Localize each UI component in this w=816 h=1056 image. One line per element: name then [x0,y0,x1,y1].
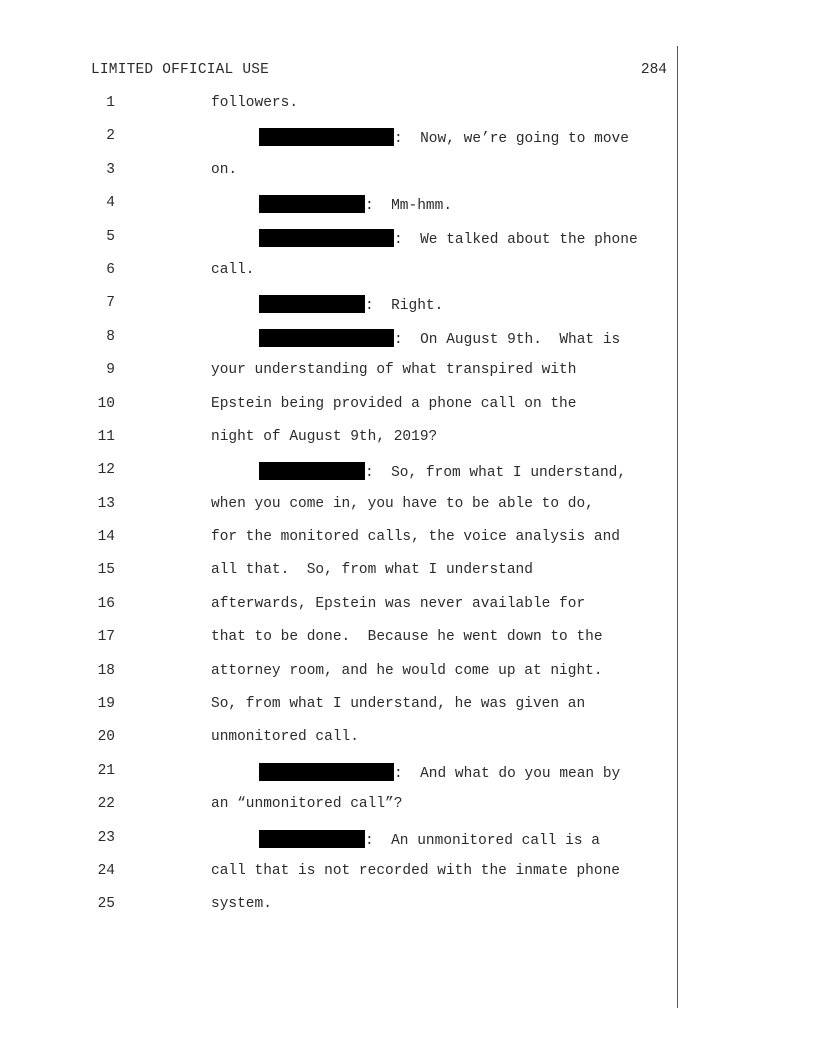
transcript-line [0,396,816,429]
redacted-speaker-name [259,128,394,146]
line-number: 22 [97,796,115,813]
line-text: attorney room, and he would come up at night. [211,662,603,679]
line-number: 11 [97,428,115,445]
line-number: 7 [106,295,115,312]
line-text: : Now, we’re going to move [394,131,629,148]
line-number: 15 [97,562,115,579]
transcript-line [0,696,816,729]
line-number: 24 [97,862,115,879]
transcript-line [0,362,816,395]
transcript-line [0,329,816,362]
transcript-line [0,462,816,495]
line-text: all that. So, from what I understand [211,562,533,579]
line-number: 23 [97,829,115,846]
line-content [259,128,629,147]
line-number: 1 [106,95,115,111]
line-text: on. [211,161,238,178]
line-text: your understanding of what transpired with [211,362,577,379]
transcript-line [0,863,816,896]
line-text: Epstein being provided a phone call on the [211,395,577,412]
line-content [259,195,452,214]
transcript-line [0,729,816,762]
line-number: 3 [106,161,115,178]
line-number: 12 [97,462,115,479]
line-number: 17 [97,629,115,646]
line-content [259,462,626,481]
line-text: followers. [211,95,299,111]
line-text: : On August 9th. What is [394,331,621,348]
redacted-speaker-name [259,195,365,213]
transcript-line [0,162,816,195]
line-number: 5 [106,228,115,245]
line-text: : Right. [365,298,444,315]
transcript-line [0,596,816,629]
transcript-line [0,95,816,128]
line-text: when you come in, you have to be able to do, [211,495,594,512]
line-number: 19 [97,696,115,713]
line-content [259,763,620,782]
line-number: 20 [97,729,115,746]
line-text: : Mm-hmm. [365,198,453,215]
line-number: 21 [97,762,115,779]
redacted-speaker-name [259,329,394,347]
transcript-line [0,195,816,228]
line-text: : So, from what I understand, [365,465,627,482]
line-text: an “unmonitored call”? [211,796,403,813]
transcript-body [0,95,816,930]
transcript-line [0,796,816,829]
line-content [259,329,620,348]
transcript-line [0,562,816,595]
line-text: system. [211,896,272,913]
transcript-line [0,295,816,328]
line-content [259,295,443,314]
line-text: call. [211,261,255,278]
line-number: 2 [106,128,115,145]
redacted-speaker-name [259,229,394,247]
transcript-line [0,629,816,662]
classification-header: LIMITED OFFICIAL USE [91,62,270,78]
redacted-speaker-name [259,462,365,480]
transcript-line [0,496,816,529]
line-content [259,229,638,248]
line-text: : We talked about the phone [394,231,638,248]
transcript-line [0,529,816,562]
line-text: that to be done. Because he went down to the [211,629,603,646]
line-number: 25 [97,896,115,913]
redacted-speaker-name [259,295,365,313]
transcript-line [0,896,816,929]
line-number: 14 [97,529,115,546]
line-number: 13 [97,495,115,512]
line-text: for the monitored calls, the voice analysis and [211,529,620,546]
line-text: So, from what I understand, he was given an [211,696,586,713]
line-text: : An unmonitored call is a [365,832,600,849]
transcript-line [0,229,816,262]
transcript-line [0,763,816,796]
line-text: call that is not recorded with the inmate phone [211,862,620,879]
line-number: 6 [106,261,115,278]
line-number: 18 [97,662,115,679]
line-text: afterwards, Epstein was never available for [211,595,586,612]
line-number: 4 [106,195,115,212]
transcript-line [0,830,816,863]
line-number: 8 [106,328,115,345]
line-text: night of August 9th, 2019? [211,428,438,445]
transcript-line [0,262,816,295]
transcript-line [0,663,816,696]
redacted-speaker-name [259,763,394,781]
line-number: 16 [97,595,115,612]
transcript-line [0,128,816,161]
line-content [259,830,600,849]
line-text: : And what do you mean by [394,765,621,782]
redacted-speaker-name [259,830,365,848]
transcript-line [0,429,816,462]
line-number: 10 [97,395,115,412]
page-number: 284 [640,62,667,78]
line-number: 9 [106,362,115,379]
line-text: unmonitored call. [211,729,359,746]
